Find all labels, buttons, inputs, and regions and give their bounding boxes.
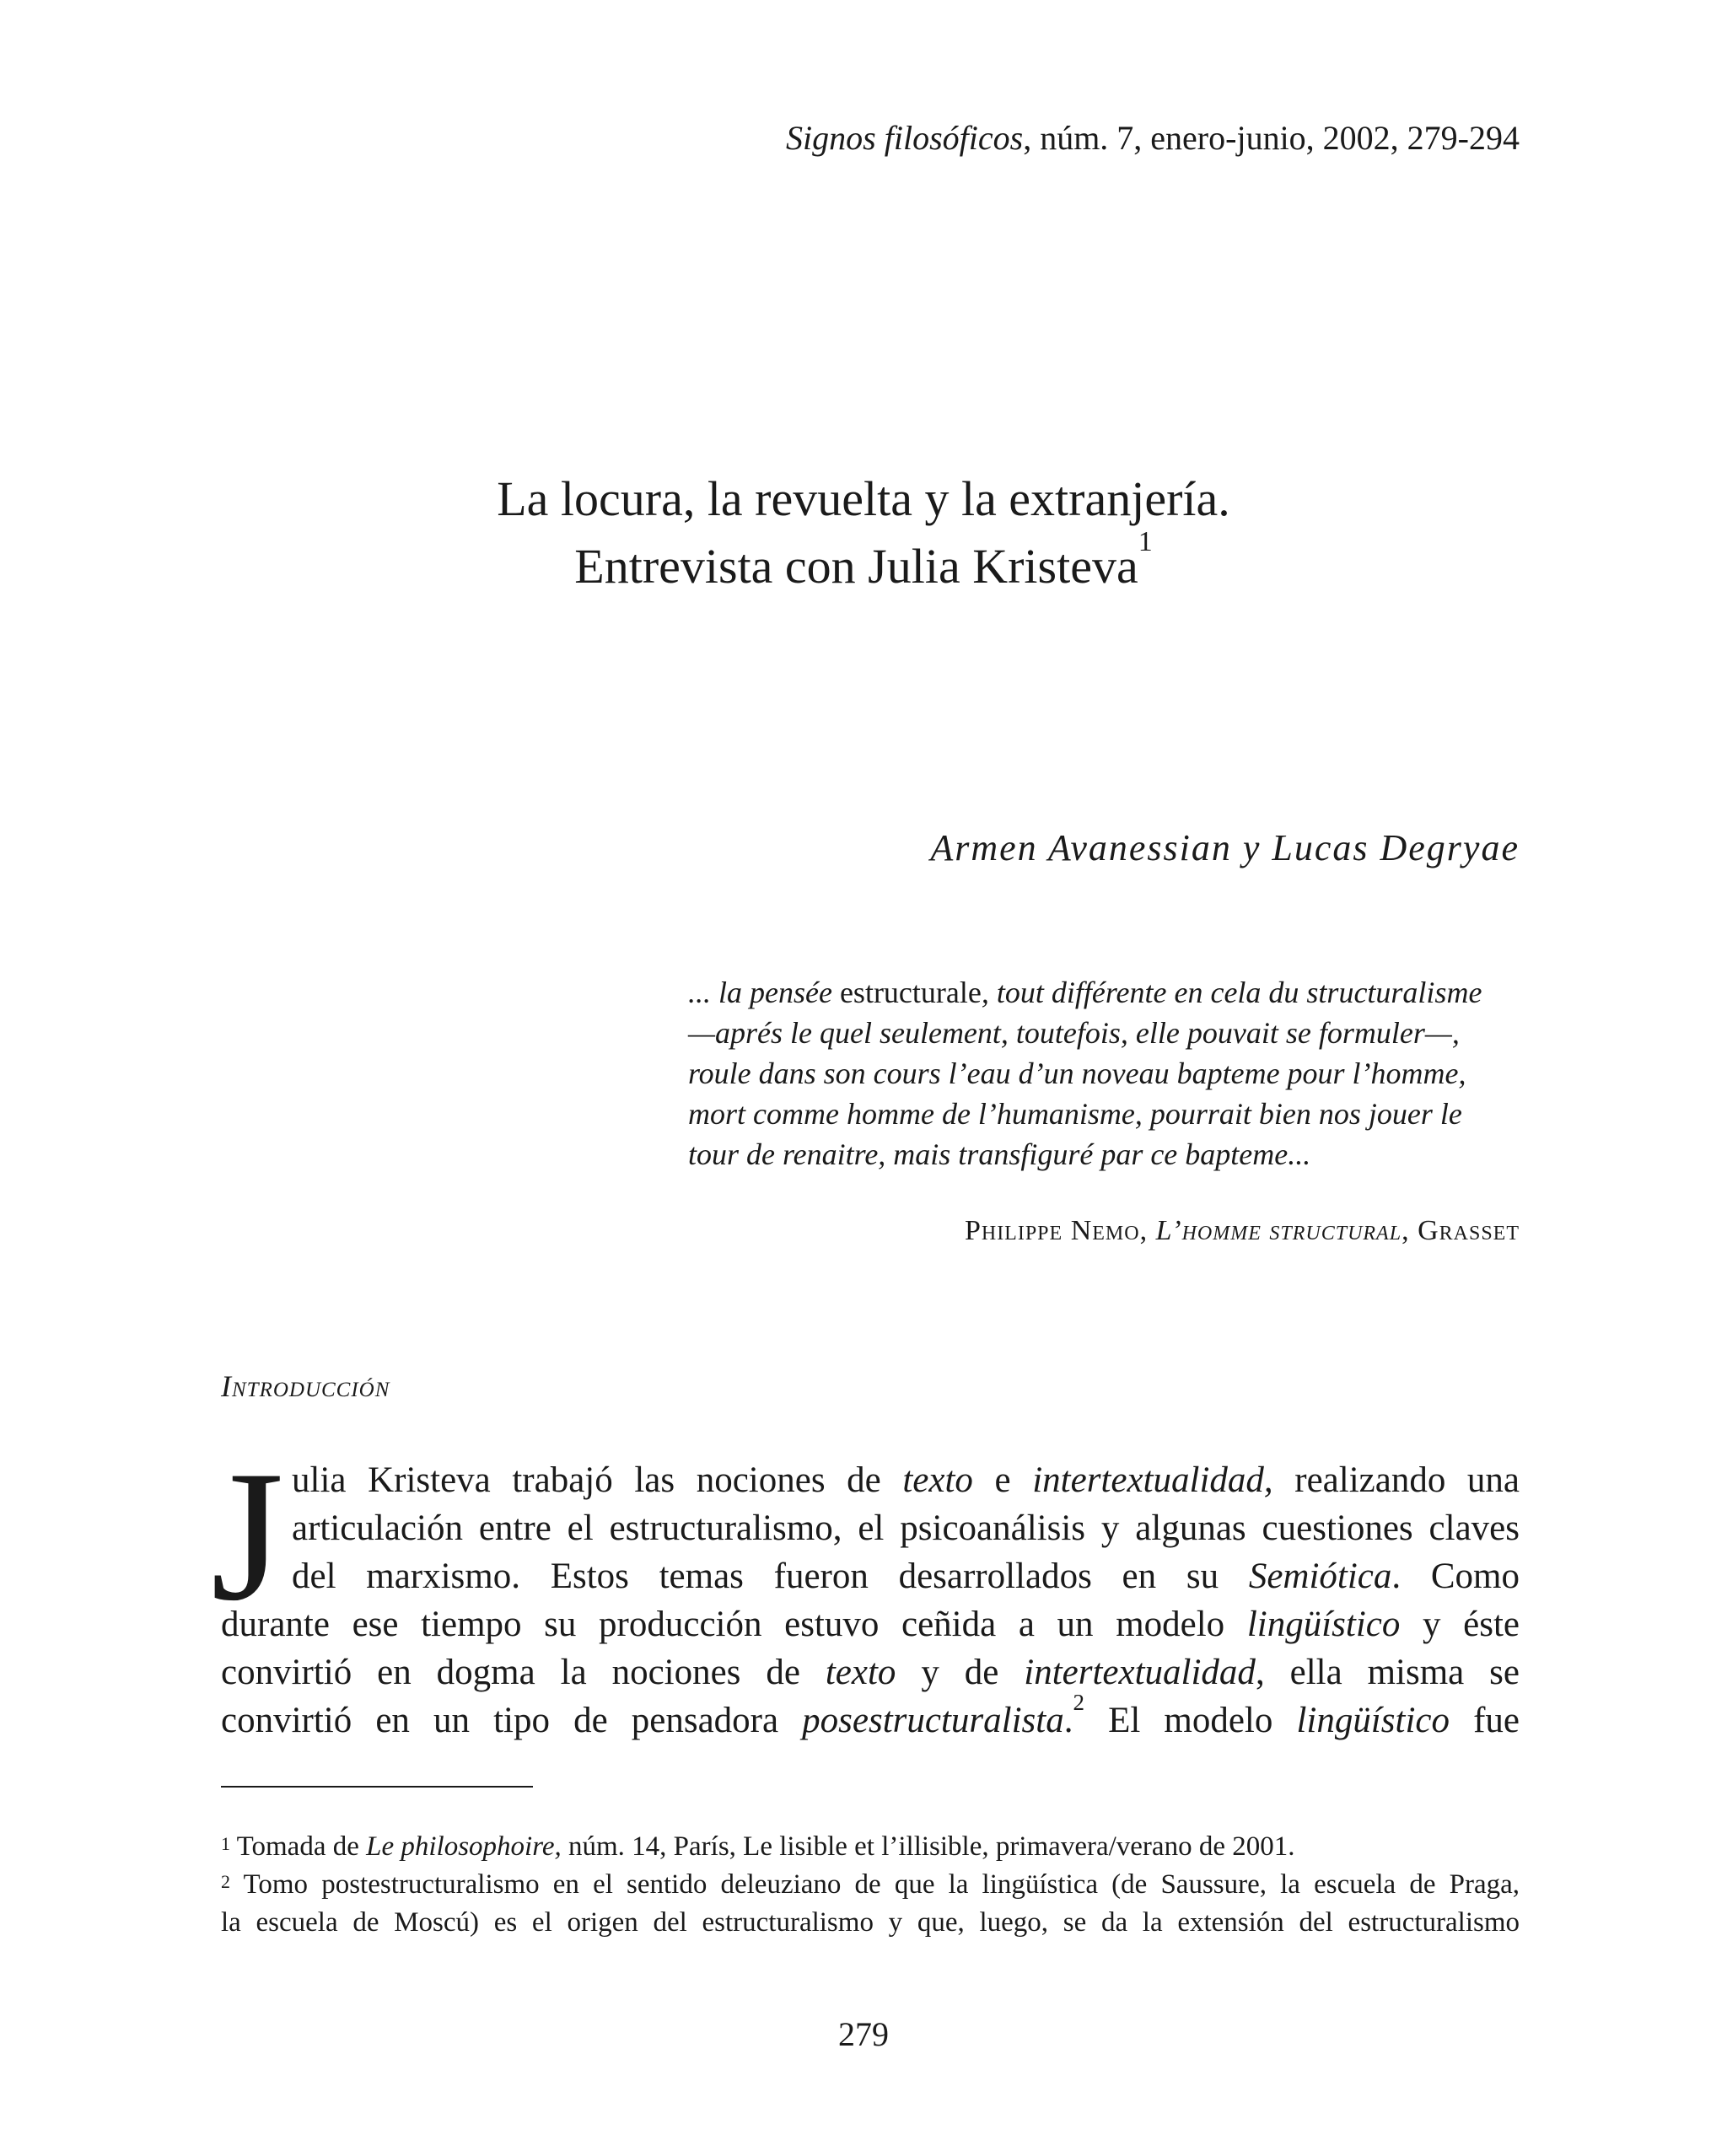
epigraph-line: roule dans son cours l’eau d’un noveau bapteme pour l’homme,	[688, 1056, 1466, 1090]
epigraph-source: Philippe Nemo, L’homme structural, Grasset	[964, 1215, 1520, 1246]
body-line: articulación entre el estructuralismo, el psicoanálisis y algunas cuestiones claves	[292, 1508, 1520, 1548]
body-line: convirtió en un tipo de pensadora posestructuralista.$^2$ El modelo lingüístico fue	[221, 1690, 1520, 1740]
epigraph	[688, 972, 1520, 1175]
journal-name: Signos filosóficos	[786, 119, 1024, 157]
body-line: del marxismo. Estos temas fueron desarrollados en su Semiótica. Como	[292, 1557, 1520, 1596]
body-paragraph	[221, 1456, 1520, 1745]
body-line: durante ese tiempo su producción estuvo ceñida a un modelo lingüístico y éste	[221, 1605, 1520, 1644]
body-line: convirtió en dogma la nociones de texto y de intertextualidad, ella misma se	[221, 1653, 1520, 1692]
epigraph-line: tour de renaitre, mais transfiguré par ce bapteme...	[688, 1137, 1311, 1171]
footnote-2-continued: la escuela de Moscú) es el origen del estructuralismo y que, luego, se da la extensión del estructuralismo	[221, 1907, 1520, 1938]
section-heading: Introducción	[221, 1369, 390, 1403]
title-line-2: Entrevista con Julia Kristeva$^1$	[574, 526, 1153, 594]
page-number: 279	[838, 2015, 889, 2053]
footnote-ref-2[interactable]: 2	[1073, 1690, 1084, 1715]
epigraph-line: ... la pensée estructurale, tout différente en cela du structuralisme	[688, 976, 1482, 1009]
authors: Armen Avanessian y Lucas Degryae	[930, 827, 1520, 868]
drop-cap: J	[211, 1433, 284, 1640]
footnotes	[221, 1828, 1520, 1942]
running-head	[786, 118, 1520, 158]
epigraph-line: mort comme homme de l’humanisme, pourrait bien nos jouer le	[688, 1097, 1462, 1131]
issue-info: , núm. 7, enero-junio, 2002, 279-294	[1023, 119, 1520, 157]
footnote-1: $^1$ Tomada de Le philosophoire, núm. 14, París, Le lisible et l’illisible, primavera/verano de 2001.	[221, 1831, 1295, 1862]
body-line: ulia Kristeva trabajó las nociones de texto e intertextualidad, realizando una	[292, 1460, 1520, 1500]
epigraph-line: —aprés le quel seulement, toutefois, elle pouvait se formuler—,	[688, 1016, 1460, 1050]
footnote-ref-1[interactable]: 1	[1138, 526, 1153, 557]
footnote-divider	[221, 1786, 533, 1788]
title-line-1: La locura, la revuelta y la extranjería.	[497, 471, 1230, 526]
footnote-2: $^2$ Tomo postestructuralismo en el sentido deleuziano de que la lingüística (de Saussure, la escuela de Praga,	[221, 1869, 1520, 1900]
article-title	[0, 465, 1727, 600]
